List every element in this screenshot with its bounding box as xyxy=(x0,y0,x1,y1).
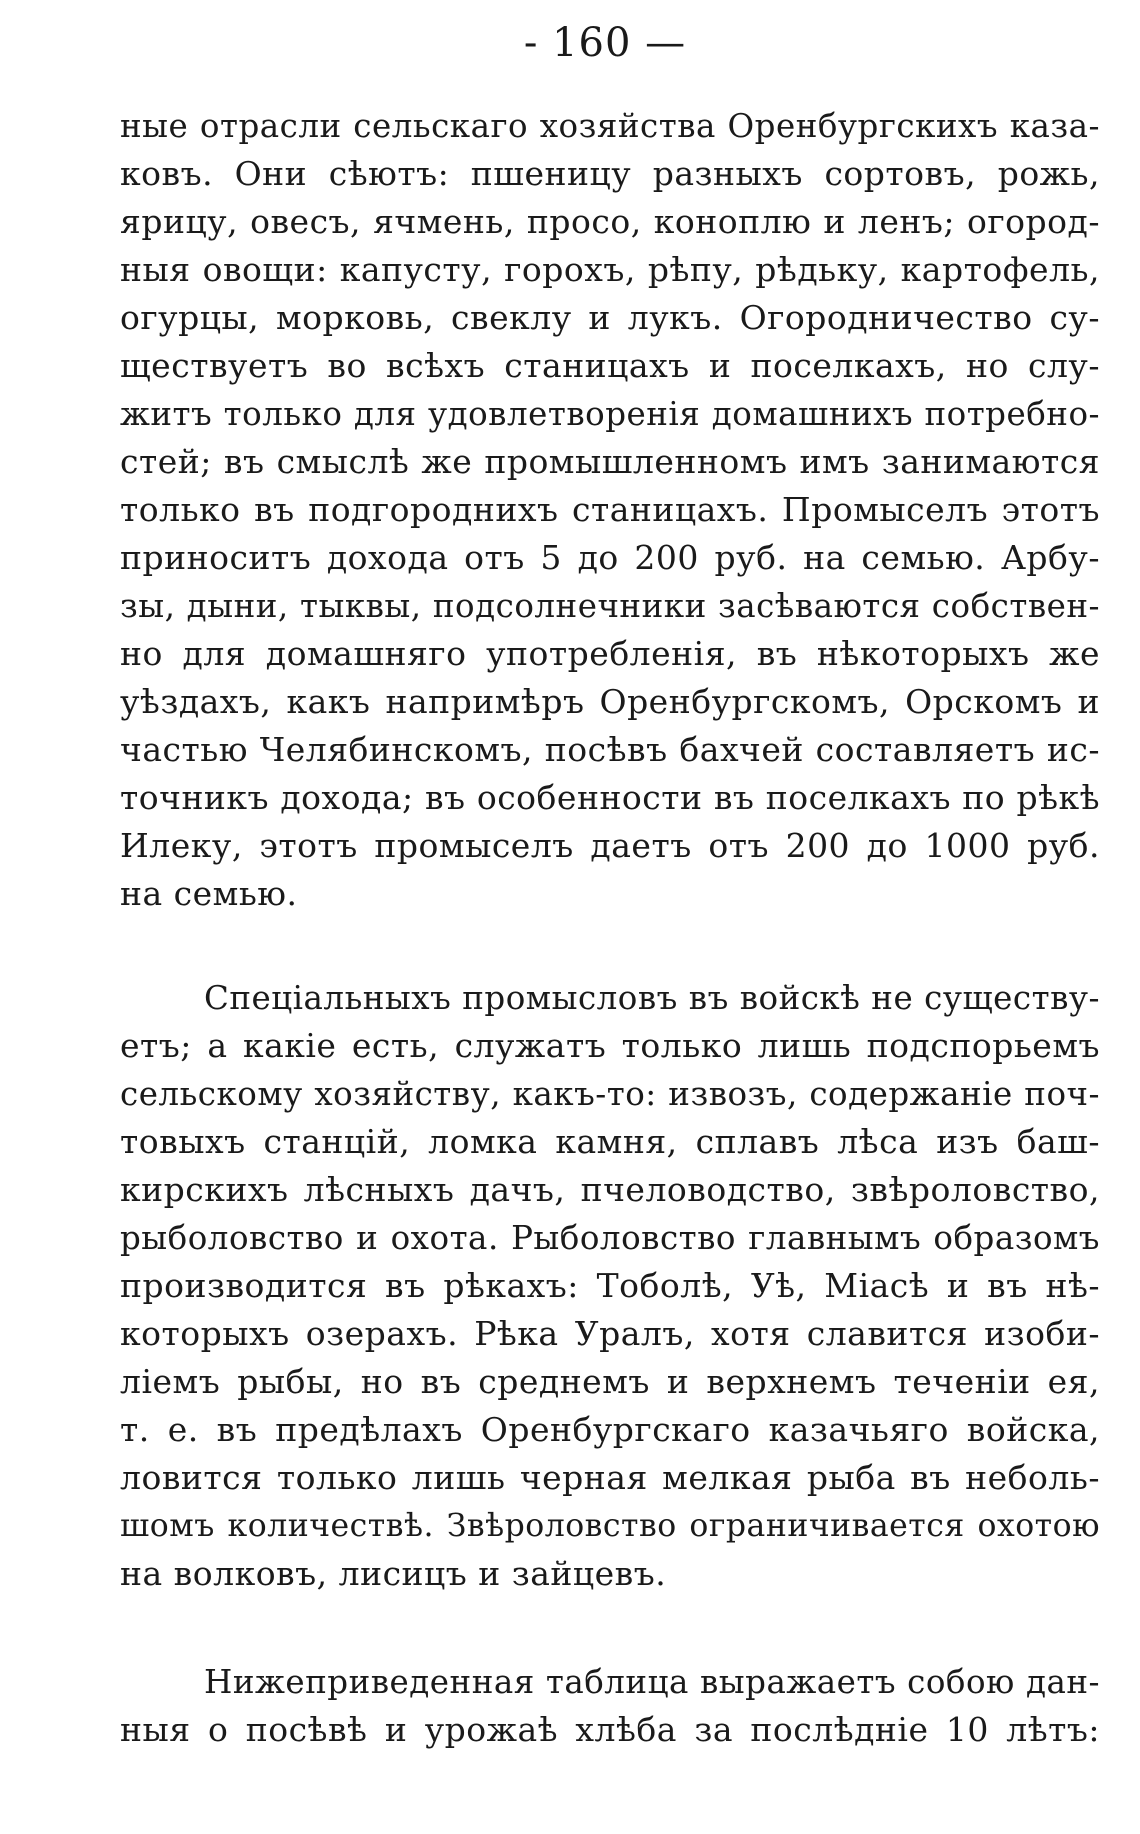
paragraph-2-line: Спеціальныхъ промысловъ въ войскѣ не существу- xyxy=(204,979,1100,1017)
paragraph-1-line: точникъ дохода; въ особенности въ поселкахъ по рѣкѣ xyxy=(120,778,1100,817)
page-number: - 160 — xyxy=(523,20,687,66)
paragraph-1-line: приноситъ дохода отъ 5 до 200 руб. на семью. Арбу- xyxy=(120,538,1100,577)
paragraph-1-line: ковъ. Они сѣютъ: пшеницу разныхъ сортовъ, рожь, xyxy=(120,154,1100,193)
paragraph-2-line: етъ; а какіе есть, служатъ только лишь подспорьемъ xyxy=(120,1026,1100,1065)
paragraph-2-line: которыхъ озерахъ. Рѣка Уралъ, хотя славится изоби- xyxy=(120,1314,1100,1353)
paragraph-1-line: только въ подгороднихъ станицахъ. Промыселъ этотъ xyxy=(120,490,1100,529)
paragraph-1-line: частью Челябинскомъ, посѣвъ бахчей составляетъ ис- xyxy=(120,730,1100,769)
paragraph-1-line: ные отрасли сельскаго хозяйства Оренбургскихъ каза- xyxy=(120,107,1100,145)
paragraph-2-line: кирскихъ лѣсныхъ дачъ, пчеловодство, звѣроловство, xyxy=(120,1170,1100,1209)
paragraph-1-line: на семью. xyxy=(120,874,298,913)
paragraph-1-line: стей; въ смыслѣ же промышленномъ имъ занимаются xyxy=(120,442,1100,481)
paragraph-2-line: сельскому хозяйству, какъ-то: извозъ, содержаніе поч- xyxy=(120,1075,1100,1113)
paragraph-2-line: т. е. въ предѣлахъ Оренбургскаго казачьяго войска, xyxy=(120,1410,1100,1449)
paragraph-2-line: ловится только лишь черная мелкая рыба въ неболь- xyxy=(120,1458,1100,1497)
paragraph-1-line: ярицу, овесъ, ячмень, просо, коноплю и ленъ; огород- xyxy=(120,202,1100,241)
paragraph-1-line: уѣздахъ, какъ напримѣръ Оренбургскомъ, Орскомъ и xyxy=(120,682,1100,721)
paragraph-3-line: ныя о посѣвѣ и урожаѣ хлѣба за послѣдніе 10 лѣтъ: xyxy=(120,1710,1100,1749)
paragraph-1-line: житъ только для удовлетворенія домашнихъ потребно- xyxy=(120,395,1100,433)
paragraph-1-line: огурцы, морковь, свеклу и лукъ. Огородничество су- xyxy=(120,298,1100,337)
paragraph-2-line: шомъ количествѣ. Звѣроловство ограничивается охотою xyxy=(120,1508,1100,1544)
paragraph-3-line: Нижеприведенная таблица выражаетъ собою дан- xyxy=(204,1663,1100,1701)
paragraph-2-line: производится въ рѣкахъ: Тоболѣ, Уѣ, Міасѣ и въ нѣ- xyxy=(120,1266,1100,1305)
paragraph-2-line: товыхъ станцій, ломка камня, сплавъ лѣса изъ баш- xyxy=(120,1122,1100,1161)
paragraph-1-line: Илеку, этотъ промыселъ даетъ отъ 200 до 1000 руб. xyxy=(120,826,1100,865)
paragraph-2-line: ліемъ рыбы, но въ среднемъ и верхнемъ теченіи ея, xyxy=(120,1362,1100,1401)
paragraph-1-line: но для домашняго употребленія, въ нѣкоторыхъ же xyxy=(120,634,1100,673)
paragraph-2-line: на волковъ, лисицъ и зайцевъ. xyxy=(120,1554,667,1593)
paragraph-2-line: рыболовство и охота. Рыболовство главнымъ образомъ xyxy=(120,1219,1100,1257)
paragraph-1-line: зы, дыни, тыквы, подсолнечники засѣваются собствен- xyxy=(120,587,1100,625)
paragraph-1-line: ныя овощи: капусту, горохъ, рѣпу, рѣдьку, картофель, xyxy=(120,250,1100,289)
paragraph-1-line: ществуетъ во всѣхъ станицахъ и поселкахъ, но слу- xyxy=(120,346,1100,385)
